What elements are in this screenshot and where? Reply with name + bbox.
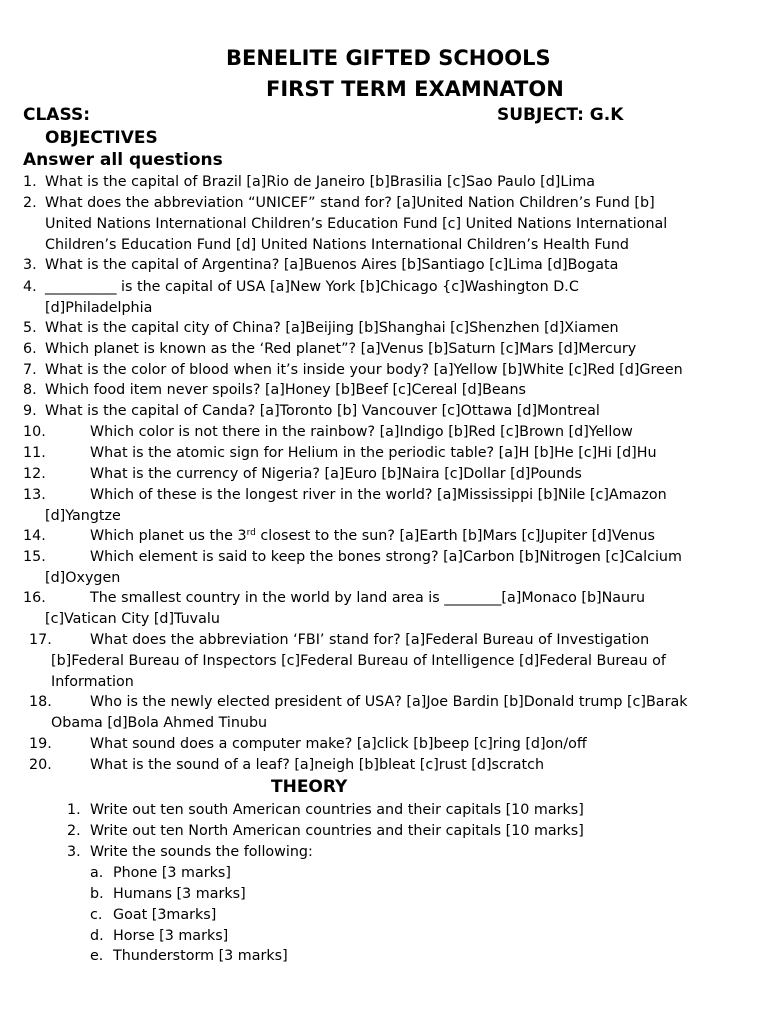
theory-subitem-b: b. Humans [3 marks] (90, 886, 246, 902)
section-objectives: OBJECTIVES (45, 128, 158, 148)
class-label: CLASS: (23, 105, 90, 125)
theory-subitem-e: e. Thunderstorm [3 marks] (90, 948, 288, 964)
theory-subitem-c: c. Goat [3marks] (90, 907, 217, 923)
school-name: BENELITE GIFTED SCHOOLS (226, 46, 551, 70)
exam-page: BENELITE GIFTED SCHOOLS FIRST TERM EXAMNATON CLASS: SUBJECT: G.K OBJECTIVES Answer all questions 1. What is the capital of Brazil [a]Rio de Janeiro [b]Brasilia [c]Sao Paulo [d]Lima 2. What does the abbreviation “UNICEF” stand for? [a]United Nation Children’s Fund [b] United Nations International Children’s Education Fund [c] United Nations International Children’s Education Fund [d] United Nations International Children’s Health Fund 3. What is the capital of Argentina? [a]Buenos Aires [b]Santiago [c]Lima [d]Bogata 4. __________ is the capital of USA [a]New York [b]Chicago {c]Washington D.C [d]Philadelphia 5. What is the capital city of China? [a]Beijing [b]Shanghai [c]Shenzhen [d]Xiamen 6. Which planet is known as the ‘Red planet”? [a]Venus [b]Saturn [c]Mars [d]Mercury 7. What is the color of blood when it’s inside your body? [a]Yellow [b]White [c]Red [d]Green 8. Which food item never spoils? [a]Honey [b]Beef [c]Cereal [d]Beans 9. What is the capital of Canda? [a]Toronto [b] Vancouver [c]Ottawa [d]Montreal 10. Which color is not there in the rainbow? [a]Indigo [b]Red [c]Brown [d]Yellow 11. What is the atomic sign for Helium in the periodic table? [a]H [b]He [c]Hi [d]Hu 12. What is the currency of Nigeria? [a]Euro [b]Naira [c]Dollar [d]Pounds 13. Which of these is the longest river in the world? [a]Mississippi [b]Nile [c]Amazon [d]Yangtze 14. Which planet us the 3rd closest to the sun? [a]Earth [b]Mars [c]Jupiter [d]Venus 15. Which element is said to keep the bones strong? [a]Carbon [b]Nitrogen [c]Calcium [d]Oxygen 16. The smallest country in the world by land area is ________[a]Monaco [b]Nauru [c]Vatican City [d]Tuvalu 17. What does the abbreviation ‘FBI’ stand for? [a]Federal Bureau of Investigation [b]Federal Bureau of Inspectors [c]Federal Bureau of Intelligence [d]Federal Bureau of Information 18. Who is the newly elected president of USA? [a]Joe Bardin [b]Donald trump [c]Barak Obama [d]Bola Ahmed Tinubu 19. What sound does a computer make? [a]click [b]beep [c]ring [d]on/off 20. What is the sound of a leaf? [a]neigh [b]bleat [c]rust [d]scratch THEORY 1. Write out ten south American countries and their capitals [10 marks] 2. Write out ten North American countries and their capitals [10 marks] 3. Write the sounds the following: a. Phone [3 marks] b. Humans [3 marks] c. Goat [3marks] d. Horse [3 marks] e. Thunderstorm [3 marks] (0, 0, 768, 1024)
instruction: Answer all questions (23, 150, 223, 170)
theory-subitem-d: d. Horse [3 marks] (90, 928, 229, 944)
theory-item-2: 2. Write out ten North American countries and their capitals [10 marks] (67, 823, 584, 839)
theory-item-1: 1. Write out ten south American countries and their capitals [10 marks] (67, 802, 584, 818)
exam-title: FIRST TERM EXAMNATON (266, 77, 564, 101)
section-theory: THEORY (271, 777, 348, 797)
theory-item-3: 3. Write the sounds the following: (67, 844, 313, 860)
subject-label: SUBJECT: G.K (497, 105, 624, 125)
theory-subitem-a: a. Phone [3 marks] (90, 865, 231, 881)
